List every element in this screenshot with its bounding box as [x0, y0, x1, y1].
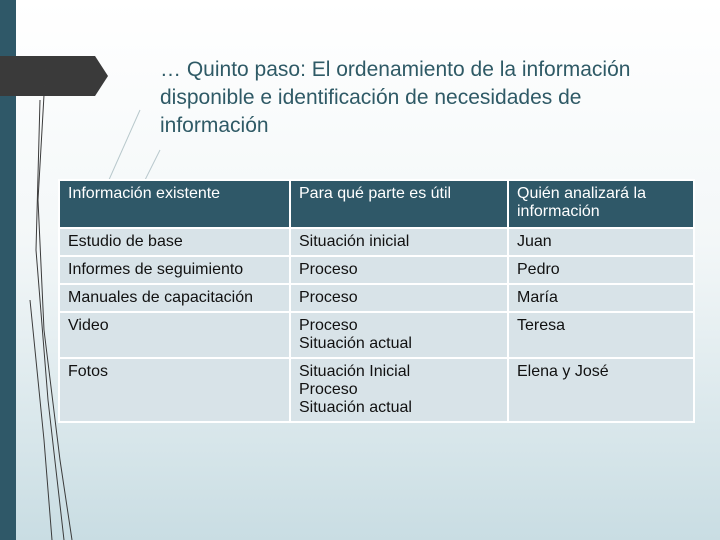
- cell-quien: Pedro: [508, 256, 694, 284]
- cell-uso-line: Proceso: [299, 289, 358, 306]
- cell-quien: María: [508, 284, 694, 312]
- header-quien: Quién analizará la información: [508, 180, 694, 228]
- cell-quien: Elena y José: [508, 358, 694, 422]
- cell-uso: [290, 312, 508, 358]
- table-row: [59, 284, 694, 312]
- cell-informacion: Estudio de base: [59, 228, 290, 256]
- table-header-row: [59, 180, 694, 228]
- cell-uso-line: Situación Inicial: [299, 363, 411, 380]
- slide-title: … Quinto paso: El ordenamiento de la información disponible e identificación de necesidades de información: [160, 58, 631, 137]
- table-row: [59, 228, 694, 256]
- information-table: [58, 179, 695, 423]
- cell-uso-line: Proceso: [299, 381, 358, 398]
- cell-informacion: Informes de seguimiento: [59, 256, 290, 284]
- cell-uso: [290, 284, 508, 312]
- cell-quien: Teresa: [508, 312, 694, 358]
- table-row: [59, 358, 694, 422]
- cell-uso: [290, 228, 508, 256]
- header-uso: Para qué parte es útil: [290, 180, 508, 228]
- cell-uso-line: Situación inicial: [299, 233, 410, 250]
- header-informacion: Información existente: [59, 180, 290, 228]
- table-row: [59, 256, 694, 284]
- cell-uso-line: Situación actual: [299, 335, 412, 352]
- cell-informacion: Manuales de capacitación: [59, 284, 290, 312]
- cell-uso: [290, 358, 508, 422]
- cell-quien: Juan: [508, 228, 694, 256]
- cell-informacion: Video: [59, 312, 290, 358]
- cell-uso: [290, 256, 508, 284]
- cell-uso-line: Proceso: [299, 261, 358, 278]
- cell-uso-line: Situación actual: [299, 399, 412, 416]
- table-row: [59, 312, 694, 358]
- cell-uso-line: Proceso: [299, 317, 358, 334]
- cell-informacion: Fotos: [59, 358, 290, 422]
- arrow-decoration: [0, 56, 108, 96]
